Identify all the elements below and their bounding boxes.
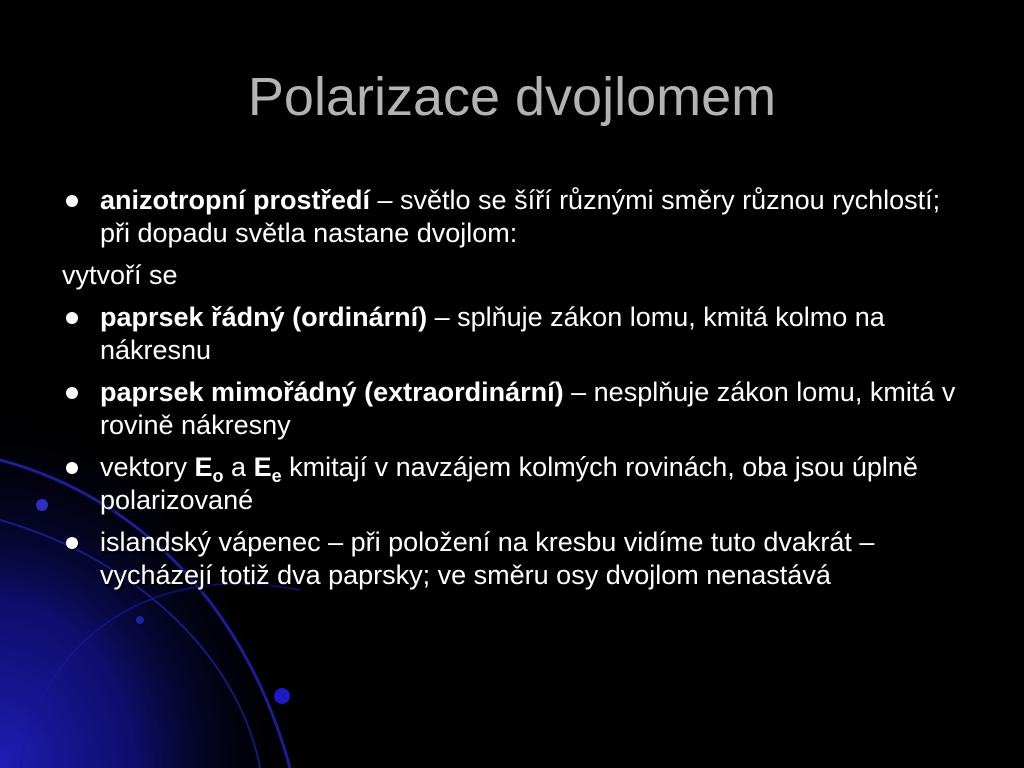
bullet-dot-icon — [66, 537, 78, 549]
item-bold-term: paprsek mimořádný (extraordinární) — [100, 377, 564, 407]
item-text: islandský vápenec – při položení na kresbu vidíme tuto dvakrát – vycházejí totiž dva paprsky; ve směru osy dvojlom nenastává — [100, 527, 875, 590]
list-item — [62, 526, 962, 592]
item-bold-term: paprsek řádný (ordinární) — [100, 302, 428, 332]
blue-dot-3 — [136, 616, 144, 624]
list-item — [62, 184, 962, 250]
item-text: – nesplňuje zákon lomu, kmitá v rovině nákresny — [100, 377, 956, 440]
bullet-dot-icon — [66, 462, 78, 474]
vector-e-extraordinary: E — [253, 452, 272, 482]
vector-e-extraordinary-subscript: e — [271, 466, 282, 486]
list-item-plain — [62, 259, 962, 292]
item-text: – světlo se šíří různými směry různou rychlostí; při dopadu světla nastane dvojlom: — [100, 185, 941, 248]
blue-dot-2 — [274, 688, 290, 704]
list-item — [62, 301, 962, 367]
item-text: vytvoří se — [62, 260, 178, 290]
bullet-dot-icon — [66, 312, 78, 324]
vector-e-ordinary: E — [194, 452, 213, 482]
item-text: – splňuje zákon lomu, kmitá kolmo na nákresnu — [100, 302, 885, 365]
item-text: kmitají v navzájem kolmých rovinách, oba jsou úplně polarizované — [100, 452, 918, 515]
bullet-dot-icon — [66, 387, 78, 399]
item-text-prefix: vektory — [100, 452, 195, 482]
bullet-list — [62, 184, 962, 601]
vector-e-ordinary-subscript: o — [212, 466, 224, 486]
list-item — [62, 451, 962, 517]
item-bold-term: anizotropní prostředí — [100, 185, 370, 215]
bullet-dot-icon — [66, 195, 78, 207]
item-text-mid: a — [223, 452, 254, 482]
slide-title: Polarizace dvojlomem — [247, 67, 777, 127]
blue-dot-1 — [36, 499, 48, 511]
list-item — [62, 376, 962, 442]
